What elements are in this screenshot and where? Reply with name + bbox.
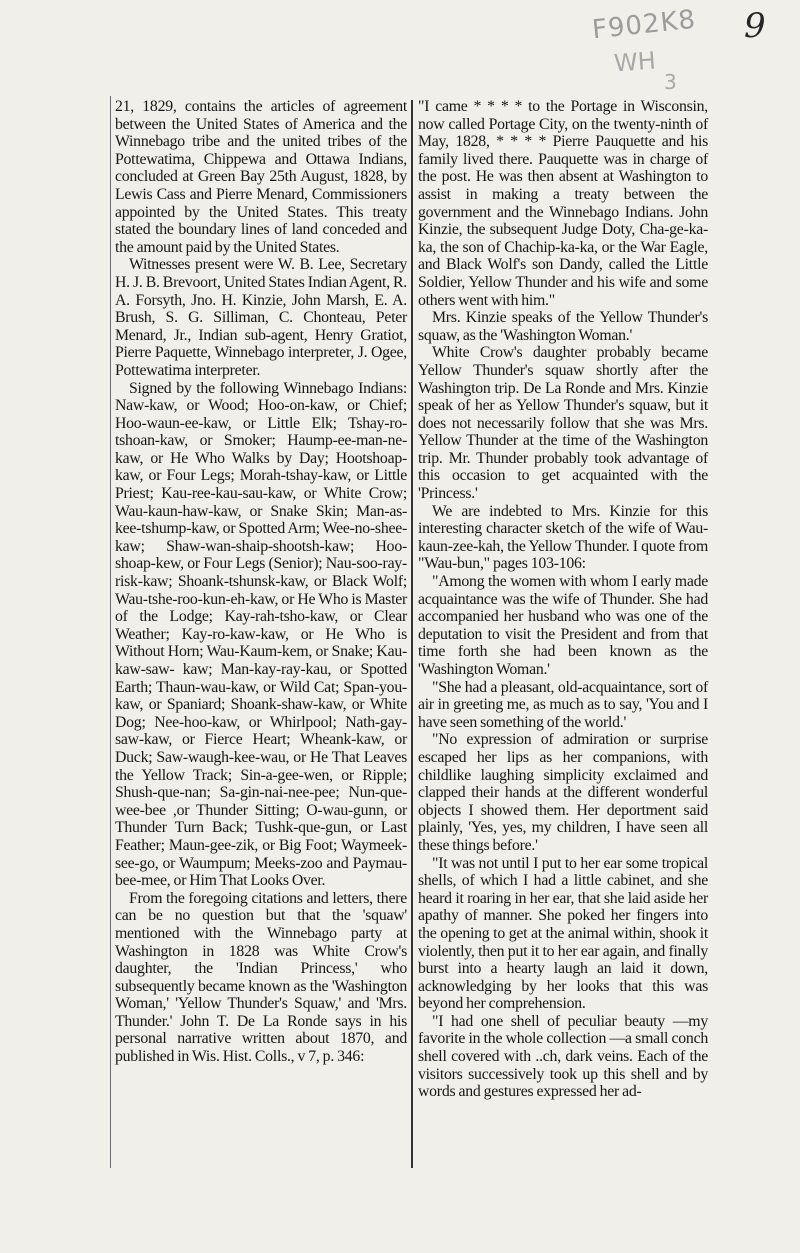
left-column — [115, 98, 407, 1066]
paragraph: "I had one shell of peculiar beauty —my favorite in the whole collection —a small conch shell covered with ..ch, dark veins. Each of the visitors successively took up this shell and by words and gestures expressed her ad- — [418, 1012, 708, 1101]
paragraph: We are indebted to Mrs. Kinzie for this interesting character sketch of the wife of Wau-kaun-zee-kah, the Yellow Thunder. I quote from "Wau-bun," pages 103-106: — [418, 502, 708, 573]
column-divider — [411, 100, 413, 1168]
call-number-annotation: F902K8 — [590, 4, 698, 46]
paragraph: Signed by the following Winnebago Indians: Naw-kaw, or Wood; Hoo-on-kaw, or Chief; Hoo-waun-ee-kaw, or Little Elk; Tshay-ro-tshoan-kaw, or Smoker; Haump-ee-man-ne-kaw, or He Who Walks by Day; Hootshoap-kaw, or Four Legs; Morah-tshay-kaw, or Little Priest; Kau-ree-kau-sau-kaw, or White Crow; Wau-kaun-haw-kaw, or Snake Skin; Man-as-kee-tshump-kaw, or Spotted Arm; Wee-no-shee-kaw; Shaw-wan-shaip-shootsh-kaw; Hoo-shoap-kew, or Four Legs (Senior); Nau-soo-ray-risk-kaw; Shoank-tshunsk-kaw, or Black Wolf; Wau-tshe-roo-kun-eh-kaw, or He Who is Master of the Lodge; Kay-rah-tsho-kaw, or Clear Weather; Kay-ro-kaw-kaw, or He Who is Without Horn; Wau-Kaum-kem, or Snake; Kau-kaw-saw- kaw; Man-kay-ray-kau, or Spotted Earth; Thaun-wau-kaw, or Wild Cat; Span-you-kaw, or Spaniard; Shoank-shaw-kaw, or White Dog; Nee-hoo-kaw, or Whirlpool; Nath-gay-saw-kaw, or Fierce Heart; Wheank-kaw, or Duck; Saw-waugh-kee-wau, or He That Leaves the Yellow Track; Sin-a-gee-wen, or Ripple; Shush-que-nan; Sa-gin-nai-nee-pee; Nun-que-wee-bee ,or Thunder Sitting; O-wau-gunn, or Thunder Turn Back; Tushk-que-gun, or Last Feather; Maun-gee-zik, or Big Foot; Waymeek-see-go, or Waumpum; Meeks-zoo and Paymau-bee-mee, or Him That Looks Over. — [115, 379, 407, 890]
paragraph: Mrs. Kinzie speaks of the Yellow Thunder's squaw, as the 'Washington Woman.' — [418, 309, 708, 344]
paragraph: "No expression of admiration or surprise escaped her lips as her companions, with childlike laughing simplicity exclaimed and clapped their hands at the different wonderful objects I showed them. Her deportment said plainly, 'Yes, yes, my children, I have seen all these things before.' — [418, 731, 708, 854]
paragraph: "Among the women with whom I early made acquaintance was the wife of Thunder. She had accompanied her husband who was one of the deputation to visit the President and from that time forth she had been known as the 'Washington Woman.' — [418, 573, 708, 678]
paragraph: From the foregoing citations and letters, there can be no question but that the 'squaw' mentioned with the Winnebago party at Washington in 1828 was White Crow's daughter, the 'Indian Princess,' who subsequently became known as the 'Washington Woman,' 'Yellow Thunder's Squaw,' and 'Mrs. Thunder.' John T. De La Ronde says in his personal narrative written about 1870, and published in Wis. Hist. Colls., v 7, p. 346: — [115, 889, 407, 1066]
paragraph: "She had a pleasant, old-acquaintance, sort of air in greeting me, as much as to say, 'You and I have seen something of the world.' — [418, 678, 708, 731]
left-margin-line — [110, 96, 111, 1168]
shelf-mark-annotation: WH — [613, 46, 657, 78]
paragraph: White Crow's daughter probably became Yellow Thunder's squaw shortly after the Washington trip. De La Ronde and Mrs. Kinzie speak of her as Yellow Thunder's squaw, but it does not necessarily follow that she was Mrs. Yellow Thunder at the time of the Washington trip. Mr. Thunder probably took advantage of this occasion to get acquainted with the 'Princess.' — [418, 344, 708, 503]
paragraph: "It was not until I put to her ear some tropical shells, of which I had a little cabinet, and she heard it roaring in her ear, that she laid aside her apathy of manner. She poked her fingers into the opening to get at the animal within, shook it violently, then put it to her ear again, and finally burst into a hearty laugh an laid it down, acknowledging by her looks that this was beyond her comprehension. — [418, 854, 708, 1013]
page-number: 9 — [744, 6, 766, 46]
shelf-digit-annotation: 3 — [664, 70, 677, 94]
paragraph: 21, 1829, contains the articles of agreement between the United States of America and the Winnebago tribe and the united tribes of the Pottewatima, Chippewa and Ottawa Indians, concluded at Green Bay 25th August, 1828, by Lewis Cass and Pierre Menard, Commissioners appointed by the United States. This treaty stated the boundary lines of land conceded and the amount paid by the United States. — [115, 98, 407, 256]
paragraph: "I came * * * * to the Portage in Wisconsin, now called Portage City, on the twenty-ninth of May, 1828, * * * * Pierre Pauquette and his family lived there. Pauquette was in charge of the post. He was then absent at Washington to assist in making a treaty between the government and the Winnebago Indians. John Kinzie, the subsequent Judge Doty, Cha-ge-ka-ka, the son of Chachip-ka-ka, or the War Eagle, and Black Wolf's son Dandy, called the Little Soldier, Yellow Thunder and his wife and some others went with him." — [418, 98, 708, 309]
paragraph: Witnesses present were W. B. Lee, Secretary H. J. B. Brevoort, United States Indian Agent, R. A. Forsyth, Jno. H. Kinzie, John Marsh, E. A. Brush, S. G. Silliman, C. Chonteau, Peter Menard, Jr., Indian sub-agent, Henry Gratiot, Pierre Paquette, Winnebago interpreter, J. Ogee, Pottewatima interpreter. — [115, 256, 407, 379]
right-column — [418, 98, 708, 1101]
